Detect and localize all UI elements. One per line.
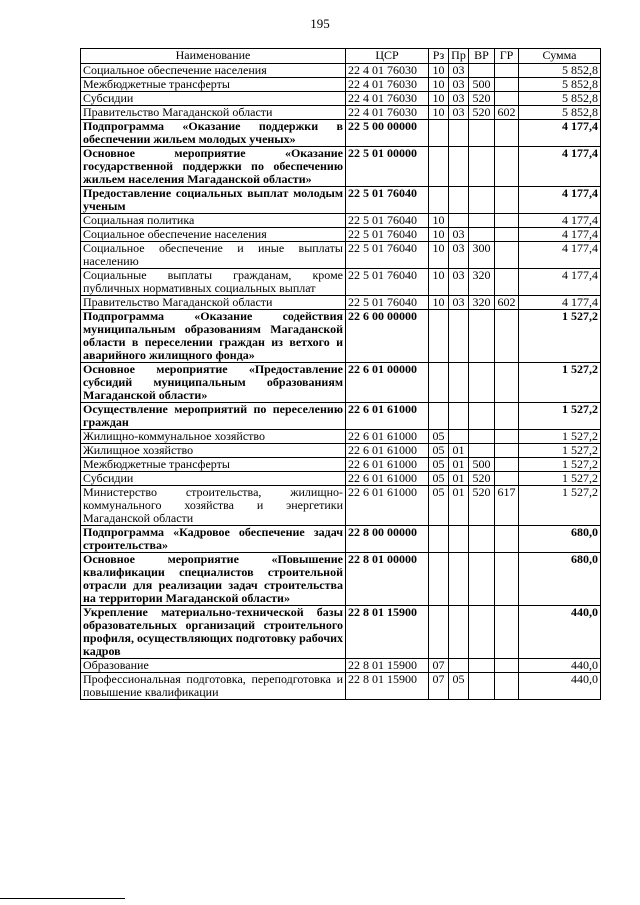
cell-gr bbox=[495, 147, 519, 187]
cell-gr bbox=[495, 187, 519, 214]
cell-gr: 602 bbox=[495, 296, 519, 310]
cell-name: Субсидии bbox=[81, 92, 346, 106]
budget-table bbox=[80, 48, 601, 700]
cell-gr bbox=[495, 444, 519, 458]
cell-vr bbox=[469, 120, 495, 147]
cell-sum: 4 177,4 bbox=[519, 242, 601, 269]
cell-sum: 4 177,4 bbox=[519, 269, 601, 296]
cell-name: Субсидии bbox=[81, 472, 346, 486]
cell-rz: 10 bbox=[429, 228, 449, 242]
cell-vr bbox=[469, 228, 495, 242]
table-row bbox=[81, 64, 601, 78]
cell-vr: 500 bbox=[469, 458, 495, 472]
cell-rz bbox=[429, 187, 449, 214]
cell-name: Подпрограмма «Оказание содействия муниципальным образованиям Магаданской области в переселении граждан из ветхого и аварийного жилищного фонда» bbox=[81, 310, 346, 363]
cell-name: Социальные выплаты гражданам, кроме публичных нормативных социальных выплат bbox=[81, 269, 346, 296]
cell-pr bbox=[449, 526, 469, 553]
cell-sum: 5 852,8 bbox=[519, 106, 601, 120]
cell-vr bbox=[469, 526, 495, 553]
table-row bbox=[81, 486, 601, 526]
cell-name: Основное мероприятие «Повышение квалификации специалистов строительной отрасли для реализации задач строительства на территории Магаданской области» bbox=[81, 553, 346, 606]
table-row bbox=[81, 214, 601, 228]
cell-name: Министерство строительства, жилищно-коммунального хозяйства и энергетики Магаданской области bbox=[81, 486, 346, 526]
cell-gr bbox=[495, 526, 519, 553]
cell-sum: 5 852,8 bbox=[519, 78, 601, 92]
cell-code: 22 5 01 76040 bbox=[346, 214, 429, 228]
cell-code: 22 6 01 61000 bbox=[346, 430, 429, 444]
cell-rz: 10 bbox=[429, 242, 449, 269]
cell-name: Укрепление материально-технической базы образовательных организаций строительного профиля, осуществляющих подготовку рабочих кадров bbox=[81, 606, 346, 659]
cell-gr bbox=[495, 214, 519, 228]
cell-name: Социальное обеспечение населения bbox=[81, 64, 346, 78]
cell-rz bbox=[429, 606, 449, 659]
cell-name: Социальная политика bbox=[81, 214, 346, 228]
cell-code: 22 4 01 76030 bbox=[346, 64, 429, 78]
footnote-divider bbox=[0, 898, 125, 899]
cell-sum: 440,0 bbox=[519, 606, 601, 659]
cell-rz bbox=[429, 310, 449, 363]
cell-vr bbox=[469, 606, 495, 659]
table-row bbox=[81, 363, 601, 403]
cell-pr: 01 bbox=[449, 444, 469, 458]
cell-code: 22 6 00 00000 bbox=[346, 310, 429, 363]
cell-name: Подпрограмма «Кадровое обеспечение задач строительства» bbox=[81, 526, 346, 553]
cell-gr bbox=[495, 430, 519, 444]
cell-code: 22 4 01 76030 bbox=[346, 92, 429, 106]
table-row bbox=[81, 242, 601, 269]
cell-rz bbox=[429, 120, 449, 147]
table-row bbox=[81, 228, 601, 242]
cell-code: 22 8 01 15900 bbox=[346, 659, 429, 673]
cell-gr bbox=[495, 269, 519, 296]
cell-name: Образование bbox=[81, 659, 346, 673]
cell-vr bbox=[469, 553, 495, 606]
cell-code: 22 5 01 76040 bbox=[346, 296, 429, 310]
cell-vr bbox=[469, 363, 495, 403]
table-row bbox=[81, 147, 601, 187]
cell-sum: 1 527,2 bbox=[519, 472, 601, 486]
cell-sum: 4 177,4 bbox=[519, 187, 601, 214]
cell-rz: 10 bbox=[429, 78, 449, 92]
cell-vr: 300 bbox=[469, 242, 495, 269]
cell-sum: 4 177,4 bbox=[519, 120, 601, 147]
cell-rz: 05 bbox=[429, 486, 449, 526]
cell-pr: 03 bbox=[449, 296, 469, 310]
cell-gr bbox=[495, 472, 519, 486]
cell-pr bbox=[449, 659, 469, 673]
cell-name: Правительство Магаданской области bbox=[81, 296, 346, 310]
cell-sum: 4 177,4 bbox=[519, 228, 601, 242]
cell-sum: 1 527,2 bbox=[519, 403, 601, 430]
cell-gr bbox=[495, 92, 519, 106]
cell-gr bbox=[495, 606, 519, 659]
cell-vr bbox=[469, 214, 495, 228]
table-row bbox=[81, 553, 601, 606]
cell-pr bbox=[449, 403, 469, 430]
cell-sum: 680,0 bbox=[519, 526, 601, 553]
cell-name: Профессиональная подготовка, переподготовка и повышение квалификации bbox=[81, 673, 346, 700]
cell-code: 22 4 01 76030 bbox=[346, 78, 429, 92]
cell-name: Социальное обеспечение и иные выплаты населению bbox=[81, 242, 346, 269]
cell-code: 22 8 01 15900 bbox=[346, 673, 429, 700]
cell-code: 22 5 01 00000 bbox=[346, 147, 429, 187]
table-row bbox=[81, 526, 601, 553]
cell-gr bbox=[495, 553, 519, 606]
header-gr: ГР bbox=[495, 49, 519, 64]
header-code: ЦСР bbox=[346, 49, 429, 64]
table-row bbox=[81, 403, 601, 430]
table-row bbox=[81, 120, 601, 147]
cell-code: 22 6 01 61000 bbox=[346, 458, 429, 472]
cell-code: 22 6 01 61000 bbox=[346, 472, 429, 486]
cell-code: 22 5 01 76040 bbox=[346, 187, 429, 214]
cell-pr: 03 bbox=[449, 78, 469, 92]
cell-pr: 03 bbox=[449, 106, 469, 120]
cell-name: Предоставление социальных выплат молодым ученым bbox=[81, 187, 346, 214]
cell-vr bbox=[469, 673, 495, 700]
header-vr: ВР bbox=[469, 49, 495, 64]
cell-pr bbox=[449, 363, 469, 403]
cell-code: 22 6 01 00000 bbox=[346, 363, 429, 403]
cell-vr bbox=[469, 444, 495, 458]
cell-sum: 1 527,2 bbox=[519, 458, 601, 472]
cell-gr bbox=[495, 228, 519, 242]
cell-rz: 05 bbox=[429, 444, 449, 458]
table-row bbox=[81, 472, 601, 486]
cell-pr bbox=[449, 120, 469, 147]
cell-name: Жилищно-коммунальное хозяйство bbox=[81, 430, 346, 444]
cell-sum: 4 177,4 bbox=[519, 296, 601, 310]
table-row bbox=[81, 92, 601, 106]
cell-sum: 5 852,8 bbox=[519, 64, 601, 78]
cell-gr bbox=[495, 403, 519, 430]
cell-gr bbox=[495, 458, 519, 472]
cell-pr bbox=[449, 147, 469, 187]
cell-code: 22 6 01 61000 bbox=[346, 403, 429, 430]
cell-code: 22 5 01 76040 bbox=[346, 242, 429, 269]
table-row bbox=[81, 106, 601, 120]
table-row bbox=[81, 659, 601, 673]
cell-pr bbox=[449, 553, 469, 606]
cell-sum: 440,0 bbox=[519, 673, 601, 700]
cell-pr: 03 bbox=[449, 228, 469, 242]
cell-pr: 05 bbox=[449, 673, 469, 700]
cell-vr: 520 bbox=[469, 486, 495, 526]
cell-code: 22 5 01 76040 bbox=[346, 228, 429, 242]
cell-rz: 10 bbox=[429, 92, 449, 106]
cell-pr: 03 bbox=[449, 269, 469, 296]
cell-sum: 1 527,2 bbox=[519, 430, 601, 444]
page-number: 195 bbox=[310, 16, 330, 31]
cell-pr bbox=[449, 310, 469, 363]
cell-pr bbox=[449, 430, 469, 444]
table-row bbox=[81, 606, 601, 659]
cell-rz: 10 bbox=[429, 296, 449, 310]
cell-code: 22 6 01 61000 bbox=[346, 444, 429, 458]
cell-name: Межбюджетные трансферты bbox=[81, 458, 346, 472]
cell-name: Основное мероприятие «Оказание государственной поддержки по обеспечению жильем населения Магаданской области» bbox=[81, 147, 346, 187]
cell-rz: 10 bbox=[429, 106, 449, 120]
header-rz: Рз bbox=[429, 49, 449, 64]
cell-sum: 440,0 bbox=[519, 659, 601, 673]
cell-gr: 602 bbox=[495, 106, 519, 120]
cell-rz: 05 bbox=[429, 430, 449, 444]
cell-code: 22 8 01 15900 bbox=[346, 606, 429, 659]
cell-sum: 5 852,8 bbox=[519, 92, 601, 106]
cell-vr bbox=[469, 147, 495, 187]
table-row bbox=[81, 310, 601, 363]
cell-gr: 617 bbox=[495, 486, 519, 526]
cell-pr bbox=[449, 606, 469, 659]
cell-vr bbox=[469, 64, 495, 78]
cell-rz bbox=[429, 553, 449, 606]
cell-vr bbox=[469, 310, 495, 363]
cell-code: 22 6 01 61000 bbox=[346, 486, 429, 526]
cell-sum: 1 527,2 bbox=[519, 444, 601, 458]
table-row bbox=[81, 444, 601, 458]
table-row bbox=[81, 187, 601, 214]
table-row bbox=[81, 269, 601, 296]
cell-pr: 01 bbox=[449, 458, 469, 472]
cell-rz: 05 bbox=[429, 472, 449, 486]
cell-vr bbox=[469, 430, 495, 444]
cell-code: 22 8 00 00000 bbox=[346, 526, 429, 553]
cell-vr: 520 bbox=[469, 472, 495, 486]
table-row bbox=[81, 430, 601, 444]
cell-sum: 4 177,4 bbox=[519, 147, 601, 187]
cell-vr bbox=[469, 187, 495, 214]
cell-name: Подпрограмма «Оказание поддержки в обеспечении жильем молодых ученых» bbox=[81, 120, 346, 147]
cell-pr: 03 bbox=[449, 64, 469, 78]
cell-vr bbox=[469, 403, 495, 430]
table-row bbox=[81, 296, 601, 310]
cell-gr bbox=[495, 242, 519, 269]
cell-code: 22 4 01 76030 bbox=[346, 106, 429, 120]
cell-pr bbox=[449, 214, 469, 228]
cell-gr bbox=[495, 64, 519, 78]
cell-sum: 680,0 bbox=[519, 553, 601, 606]
cell-gr bbox=[495, 310, 519, 363]
cell-name: Осуществление мероприятий по переселению граждан bbox=[81, 403, 346, 430]
cell-sum: 1 527,2 bbox=[519, 486, 601, 526]
cell-vr: 520 bbox=[469, 92, 495, 106]
cell-sum: 1 527,2 bbox=[519, 363, 601, 403]
header-sum: Сумма bbox=[519, 49, 601, 64]
cell-gr bbox=[495, 78, 519, 92]
cell-rz bbox=[429, 526, 449, 553]
cell-gr bbox=[495, 659, 519, 673]
cell-pr bbox=[449, 187, 469, 214]
cell-rz: 07 bbox=[429, 659, 449, 673]
cell-vr: 320 bbox=[469, 269, 495, 296]
cell-name: Социальное обеспечение населения bbox=[81, 228, 346, 242]
cell-rz bbox=[429, 403, 449, 430]
cell-rz bbox=[429, 363, 449, 403]
cell-name: Основное мероприятие «Предоставление субсидий муниципальным образованиям Магаданской области» bbox=[81, 363, 346, 403]
cell-pr: 03 bbox=[449, 242, 469, 269]
cell-name: Жилищное хозяйство bbox=[81, 444, 346, 458]
table-row bbox=[81, 458, 601, 472]
table-header-row bbox=[81, 49, 601, 64]
cell-code: 22 8 01 00000 bbox=[346, 553, 429, 606]
cell-rz: 07 bbox=[429, 673, 449, 700]
cell-pr: 01 bbox=[449, 472, 469, 486]
cell-gr bbox=[495, 363, 519, 403]
cell-name: Межбюджетные трансферты bbox=[81, 78, 346, 92]
cell-gr bbox=[495, 673, 519, 700]
cell-code: 22 5 00 00000 bbox=[346, 120, 429, 147]
header-pr: Пр bbox=[449, 49, 469, 64]
header-name: Наименование bbox=[81, 49, 346, 64]
cell-vr: 500 bbox=[469, 78, 495, 92]
cell-vr bbox=[469, 659, 495, 673]
cell-rz: 10 bbox=[429, 214, 449, 228]
cell-code: 22 5 01 76040 bbox=[346, 269, 429, 296]
cell-rz bbox=[429, 147, 449, 187]
cell-vr: 320 bbox=[469, 296, 495, 310]
cell-pr: 03 bbox=[449, 92, 469, 106]
cell-rz: 05 bbox=[429, 458, 449, 472]
cell-vr: 520 bbox=[469, 106, 495, 120]
table-row bbox=[81, 673, 601, 700]
cell-rz: 10 bbox=[429, 64, 449, 78]
table-row bbox=[81, 78, 601, 92]
cell-rz: 10 bbox=[429, 269, 449, 296]
cell-name: Правительство Магаданской области bbox=[81, 106, 346, 120]
cell-sum: 1 527,2 bbox=[519, 310, 601, 363]
cell-pr: 01 bbox=[449, 486, 469, 526]
cell-gr bbox=[495, 120, 519, 147]
cell-sum: 4 177,4 bbox=[519, 214, 601, 228]
